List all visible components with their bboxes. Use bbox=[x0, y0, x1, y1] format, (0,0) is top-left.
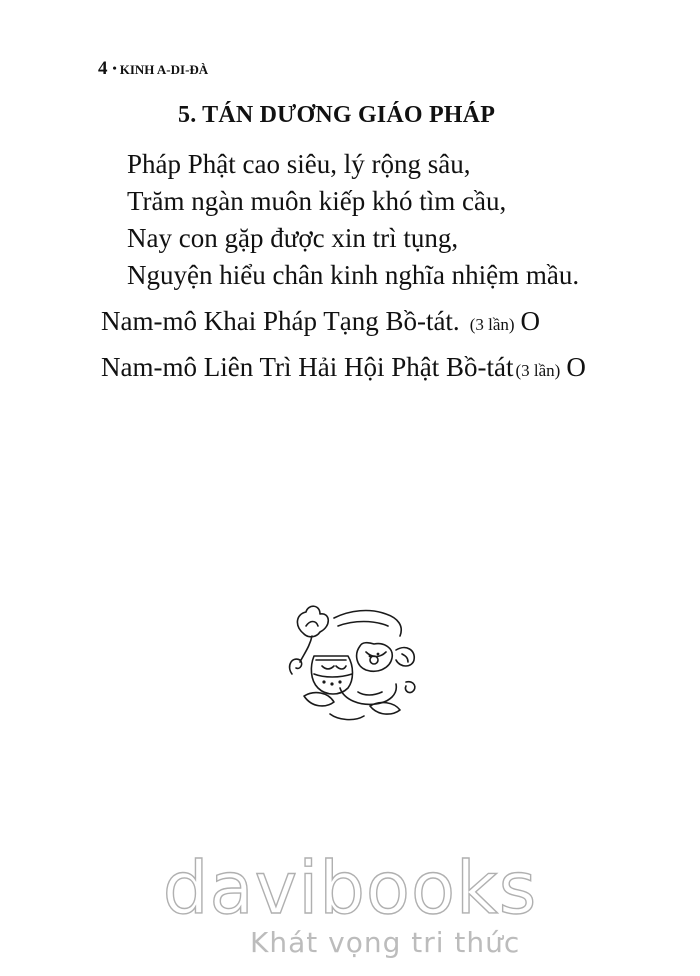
section-title: 5. TÁN DƯƠNG GIÁO PHÁP bbox=[178, 102, 496, 128]
chant-text: Nam-mô Khai Pháp Tạng Bồ-tát. bbox=[101, 306, 460, 336]
watermark-brand: davibooks bbox=[162, 846, 538, 930]
watermark-slogan: Khát vọng tri thức bbox=[250, 926, 521, 959]
verse bbox=[127, 146, 579, 294]
bell-mark: O bbox=[520, 306, 541, 336]
chant-line-1 bbox=[101, 304, 540, 342]
book-title: KINH A-DI-ĐÀ bbox=[119, 62, 209, 77]
verse-line: Trăm ngàn muôn kiếp khó tìm cầu, bbox=[127, 186, 507, 216]
watermark bbox=[150, 848, 550, 958]
chant-repetitions: (3 lần) bbox=[469, 315, 515, 334]
page-number: 4 bbox=[98, 58, 108, 79]
lotus-vase-ornament-icon bbox=[274, 596, 424, 726]
bell-mark: O bbox=[566, 352, 586, 382]
chant-repetitions: (3 lần) bbox=[515, 361, 561, 380]
chant-text: Nam-mô Liên Trì Hải Hội Phật Bồ-tát bbox=[101, 352, 514, 382]
bullet-separator: • bbox=[112, 61, 117, 75]
verse-line: Nay con gặp được xin trì tụng, bbox=[127, 223, 459, 253]
running-head bbox=[98, 58, 208, 80]
verse-line: Nguyện hiểu chân kinh nghĩa nhiệm mầu. bbox=[127, 260, 580, 290]
verse-line: Pháp Phật cao siêu, lý rộng sâu, bbox=[127, 149, 471, 179]
chant-line-2 bbox=[101, 350, 586, 388]
